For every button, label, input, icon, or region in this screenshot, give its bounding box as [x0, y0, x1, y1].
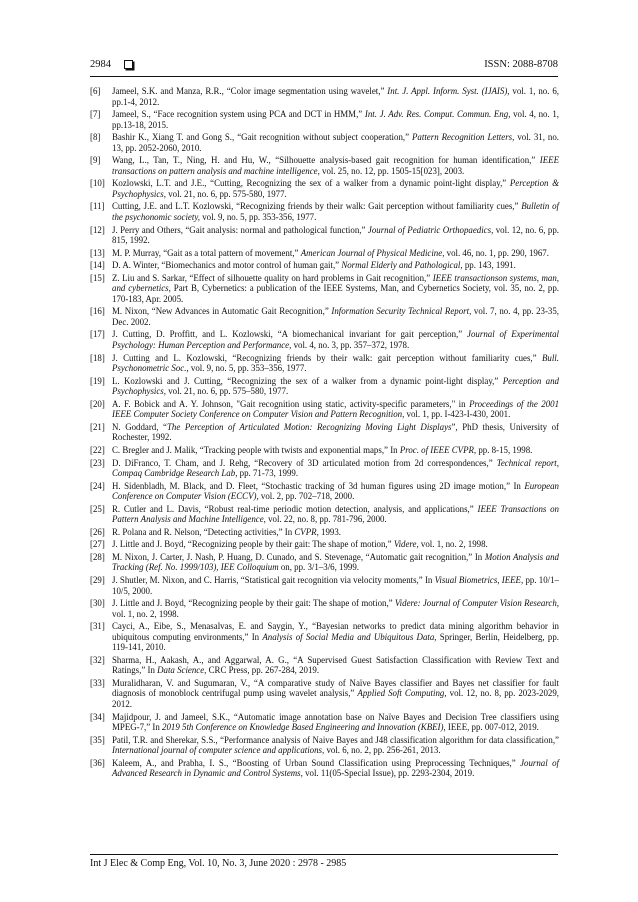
reference-number: [10] — [90, 178, 105, 189]
reference-text: R. Polana and R. Nelson, “Detecting activities,” In — [112, 526, 295, 537]
reference-number: [28] — [90, 551, 105, 562]
reference-text: L. Kozlowski and J. Cutting, “Recognizing the sex of a walker from a dynamic point-light display,” — [112, 375, 503, 386]
reference-venue: Perception & Psychophysics — [112, 178, 559, 199]
reference-number: [27] — [90, 539, 105, 550]
reference-item — [90, 445, 559, 456]
reference-item — [90, 527, 559, 538]
reference-venue: American Journal of Physical Medicine — [300, 247, 443, 258]
reference-number: [30] — [90, 598, 105, 609]
reference-text: Z. Liu and S. Sarkar, “Effect of silhouette quality on hard problems in Gait recognition,” — [112, 272, 433, 283]
reference-venue: Bull. Psychonometric Soc. — [112, 352, 559, 374]
reference-number: [9] — [90, 155, 101, 166]
reference-text: , Part B, Cybernetics: a publication of the IEEE Systems, Man, and Cybernetics Society, vol. 35, no. 2, pp. 170-183, Apr. 2005. — [112, 283, 559, 304]
reference-venue: Technical report, Compaq Cambridge Research Lab — [112, 457, 559, 479]
reference-number: [31] — [90, 621, 105, 632]
reference-text: Sharma, H., Aakash, A., and Aggarwal, A. G., “A Supervised Guest Satisfaction Classification with Review Text and Ratings,” In — [112, 654, 559, 676]
reference-text: , vol. 7, no. 4, pp. 23-35, Dec. 2002. — [112, 306, 559, 327]
reference-number: [23] — [90, 457, 105, 468]
reference-text: Kozlowski, L.T. and J.E., “Cutting, Recognizing the sex of a walker from a dynamic point-light display,” — [112, 178, 510, 189]
reference-text: N. Goddard, “ — [112, 421, 167, 432]
reference-text: , vol. 1, pp. I-423-I-430, 2001. — [402, 409, 511, 420]
reference-venue: International journal of computer science and applications — [112, 745, 323, 756]
reference-text: , vol. 2, pp. 702–718, 2000. — [256, 491, 355, 502]
reference-text: , 1993. — [316, 526, 341, 537]
reference-number: [34] — [90, 711, 105, 722]
reference-text: R. Cutler and L. Davis, “Robust real-time periodic motion detection, analysis, and applications,” — [112, 503, 478, 514]
reference-item — [90, 260, 559, 271]
reference-item — [90, 86, 559, 107]
reference-text: , vol. 12, no. 6, pp. 815, 1992. — [112, 224, 560, 246]
reference-text: , IEEE, pp. 007-012, 2019. — [443, 722, 539, 733]
reference-text: Majidpour, J. and Jameel, S.K., “Automatic image annotation base on Naïve Bayes and Decision Tree classifiers using MPEG-7,” In — [112, 711, 559, 733]
reference-number: [12] — [90, 224, 105, 235]
reference-number: [8] — [90, 132, 101, 143]
reference-text: , vol. 11(05-Special Issue), pp. 2293-2304, 2019. — [300, 768, 475, 779]
reference-item — [90, 376, 559, 397]
reference-text: Wang, L., Tan, T., Ning, H. and Hu, W., “Silhouette analysis-based gait recognition for human identification,” — [112, 155, 540, 166]
reference-number: [22] — [90, 444, 105, 455]
reference-text: Jameel, S., “Face recognition system using PCA and DCT in HMM,” — [112, 109, 365, 120]
reference-item — [90, 178, 559, 199]
reference-list — [90, 86, 559, 781]
reference-venue: Perception and Psychophysics, — [112, 375, 559, 397]
reference-text: J. Shutler, M. Nixon, and C. Harris, “Statistical gait recognition via velocity moments,” In — [112, 574, 435, 585]
reference-item — [90, 353, 559, 374]
reference-item — [90, 248, 559, 259]
reference-text: , pp. 143, 1991. — [460, 260, 516, 271]
reference-number: [15] — [90, 272, 105, 283]
reference-item — [90, 201, 559, 222]
reference-number: [18] — [90, 352, 105, 363]
reference-text: , Springer, Berlin, Heidelberg, pp. 119-141, 2010. — [112, 631, 559, 653]
reference-item — [90, 155, 559, 176]
reference-item — [90, 575, 559, 596]
reference-number: [26] — [90, 526, 105, 537]
reference-text: J. Little and J. Boyd, “Recognizing people by their gait: The shape of motion,” — [112, 598, 395, 609]
reference-text: Bashir K., Xiang T. and Gong S., “Gait recognition without subject cooperation,” — [112, 132, 413, 143]
reference-number: [11] — [90, 201, 105, 212]
reference-text: vol. 21, no. 6, pp. 575–580, 1977. — [165, 386, 289, 397]
reference-text: , vol. 46, no. 1, pp. 290, 1967. — [442, 247, 549, 258]
reference-text: M. P. Murray, “Gait as a total pattern of movement,” — [112, 247, 301, 258]
reference-text: Cayci, A., Eibe, S., Menasalvas, E. and Saygin, Y., “Bayesian networks to predict data mining algorithm behavior in ubiquitous computing environments,” In — [112, 621, 559, 642]
reference-venue: Int. J. Adv. Res. Comput. Commun. Eng — [364, 109, 509, 120]
reference-venue: Analysis of Social Media and Ubiquitous Data — [262, 631, 435, 642]
reference-item — [90, 422, 559, 443]
reference-text: , pp. 71-73, 1999. — [235, 468, 299, 479]
reference-text: D. DiFranco, T. Cham, and J. Rehg, “Recovery of 3D articulated motion from 2d correspondences,” — [112, 457, 497, 468]
reference-text: D. A. Winter, “Biomechanics and motor control of human gait,” — [112, 260, 342, 271]
reference-venue: Videre: Journal of Computer Vision Research — [394, 598, 557, 609]
reference-venue: Proc. of IEEE CVPR — [399, 444, 474, 455]
reference-venue: Journal of Pediatric Orthopaedics — [367, 224, 492, 235]
reference-item — [90, 504, 559, 525]
reference-text: , vol. 12, no. 8, pp. 2023-2029, 2012. — [112, 688, 560, 709]
reference-item — [90, 758, 559, 779]
reference-item — [90, 399, 559, 420]
reference-item — [90, 598, 559, 619]
reference-text: J. Cutting, D. Proffitt, and L. Kozlowski, “A biomechanical invariant for gait perception,” — [112, 329, 468, 340]
reference-text: , vol. 1, no. 2, 1998. — [112, 598, 559, 619]
reference-text: M. Nixon, J. Carter, J. Nash, P. Huang, D. Cunado, and S. Stevenage, “Automatic gait recognition,” In — [112, 551, 485, 562]
reference-text: , vol. 25, no. 12, pp. 1505-15[023], 2003. — [317, 165, 465, 176]
reference-item — [90, 539, 559, 550]
reference-item — [90, 225, 559, 246]
reference-text: ”, PhD thesis, University of Rochester, 1992. — [112, 421, 559, 443]
reference-item — [90, 132, 559, 153]
reference-venue: IEEE transactionson systems, man, and cybernetics — [112, 272, 559, 294]
reference-venue: Pattern Recognition Letters — [412, 132, 513, 143]
reference-venue: IEEE transactions on pattern analysis and machine intelligence — [112, 155, 559, 176]
reference-text: , vol. 6, no. 2, pp. 256-261, 2013. — [322, 745, 441, 756]
reference-item — [90, 621, 559, 653]
reference-text: , vol. 22, no. 8, pp. 781-796, 2000. — [263, 514, 387, 525]
reference-text: , pp. 8-15, 1998. — [473, 444, 533, 455]
reference-number: [14] — [90, 260, 105, 271]
reference-number: [16] — [90, 306, 105, 317]
reference-venue: IEEE Transactions on Pattern Analysis and Machine Intelligence — [112, 503, 559, 525]
reference-venue: Journal of Experimental Psychology: Human Perception and Performance — [112, 329, 560, 351]
reference-number: [19] — [90, 375, 105, 386]
page-number: 2984 — [90, 59, 111, 70]
reference-venue: Int. J. Appl. Inform. Syst. (IJAIS) — [387, 86, 508, 96]
reference-number: [32] — [90, 654, 105, 665]
reference-text: H. Sidenbladh, M. Black, and D. Fleet, “Stochastic tracking of 3d human figures using 2D image motion,” In — [112, 480, 525, 491]
reference-item — [90, 678, 559, 710]
reference-venue: European Conference on Computer Vision (ECCV) — [112, 480, 559, 502]
reference-number: [24] — [90, 480, 105, 491]
reference-text: , pp. 10/1–10/5, 2000. — [112, 574, 559, 596]
reference-item — [90, 712, 559, 733]
reference-item — [90, 655, 559, 676]
reference-text: , vol. 9, no. 5, pp. 353–356, 1977. — [186, 363, 307, 374]
reference-text: C. Bregler and J. Malik, “Tracking people with twists and exponential maps,” In — [112, 444, 400, 455]
reference-number: [7] — [90, 109, 101, 120]
reference-number: [17] — [90, 329, 105, 340]
reference-item — [90, 481, 559, 502]
reference-number: [35] — [90, 734, 105, 745]
reference-venue: Bulletin of the psychonomic society, — [112, 201, 559, 223]
reference-number: [6] — [90, 86, 101, 96]
header-rule — [90, 76, 558, 77]
reference-number: [36] — [90, 757, 105, 768]
reference-venue: Visual Biometrics, IEEE — [434, 574, 521, 585]
reference-venue: Information Security Technical Report — [331, 306, 470, 317]
reference-venue: 2019 5th Conference on Knowledge Based Engineering and Innovation (KBEI) — [162, 722, 444, 733]
reference-text: , vol. 1, no. 6, pp.1-4, 2012. — [112, 86, 559, 107]
reference-number: [25] — [90, 503, 105, 514]
reference-text: M. Nixon, “New Advances in Automatic Gait Recognition,” — [112, 306, 332, 317]
reference-venue: Normal Elderly and Pathological — [341, 260, 461, 271]
reference-venue: CVPR — [294, 526, 317, 537]
reference-number: [20] — [90, 398, 105, 409]
reference-text: Jameel, S.K. and Manza, R.R., “Color image segmentation using wavelet,” — [112, 86, 388, 96]
reference-text: A. F. Bobick and A. Y. Johnson, "Gait recognition using static, activity-specific parameters," in — [112, 398, 470, 409]
checkbox-square-icon — [124, 60, 133, 69]
reference-number: [33] — [90, 677, 105, 688]
reference-item — [90, 329, 559, 350]
reference-text: , vol. 4, no. 3, pp. 357–372, 1978. — [289, 340, 410, 351]
reference-text: vol. 9, no. 5, pp. 353-356, 1977. — [199, 212, 317, 223]
reference-text: J. Little and J. Boyd, “Recognizing people by their gait: The shape of motion,” — [112, 539, 394, 550]
reference-text: , vol. 1, no. 2, 1998. — [416, 539, 488, 550]
reference-venue: Proceedings of the 2001 IEEE Computer Society Conference on Computer Vision and Pattern Recognition — [112, 398, 560, 420]
reference-text: Kaleem, A., and Prabha, I. S., “Boosting of Urban Sound Classification using Preprocessing Techniques,” — [112, 757, 521, 768]
reference-number: [21] — [90, 421, 105, 432]
reference-venue: The Perception of Articulated Motion: Recognizing Moving Light Displays — [166, 421, 452, 432]
reference-number: [13] — [90, 247, 105, 258]
reference-text: J. Perry and Others, “Gait analysis: normal and pathological function,” — [112, 224, 368, 235]
reference-item — [90, 552, 559, 573]
reference-text: Muralidharan, V. and Sugumaran, V., “A comparative study of Naïve Bayes classifier and Bayes net classifier for fault diagnosis of monoblock centrifugal pump using wavelet analysis,” — [112, 677, 559, 699]
reference-item — [90, 306, 559, 327]
reference-venue: Data Science, — [157, 665, 207, 676]
reference-item — [90, 458, 559, 479]
reference-text: , vol. 31, no. 13, pp. 2052-2060, 2010. — [112, 132, 559, 153]
page-footer: Int J Elec & Comp Eng, Vol. 10, No. 3, June 2020 : 2978 - 2985 — [90, 858, 347, 869]
reference-item — [90, 273, 559, 305]
issn-label: ISSN: 2088-8708 — [484, 59, 558, 70]
page-header — [90, 56, 558, 74]
reference-text: , vol. 21, no. 6, pp. 575-580, 1977. — [163, 188, 287, 199]
reference-text: on, pp. 3/1–3/6, 1999. — [278, 562, 360, 573]
reference-venue: Videre — [393, 539, 417, 550]
reference-text: Cutting, J.E. and L.T. Kozlowski, “Recognizing friends by their walk: Gait perception without familiarity cues,” — [112, 201, 522, 212]
reference-item — [90, 735, 559, 756]
reference-item — [90, 109, 559, 130]
reference-text: CRC Press, pp. 267-284, 2019. — [206, 665, 320, 676]
reference-text: Patil, T.R. and Sherekar, S.S., “Performance analysis of Naive Bayes and J48 classification algorithm for data classification,” — [112, 734, 559, 745]
reference-text: , vol. 4, no. 1, pp.13-18, 2015. — [112, 109, 559, 130]
reference-text: J. Cutting and L. Kozlowski, “Recognizing friends by their walk: gait perception without familiarity cues,” — [112, 352, 542, 363]
reference-venue: Applied Soft Computing — [357, 688, 445, 699]
reference-number: [29] — [90, 574, 105, 585]
footer-rule — [90, 854, 558, 855]
reference-venue: Motion Analysis and Tracking (Ref. No. 1999/103), IEE Colloquium — [112, 551, 559, 573]
reference-venue: Journal of Advanced Research in Dynamic and Control Systems — [112, 757, 559, 779]
